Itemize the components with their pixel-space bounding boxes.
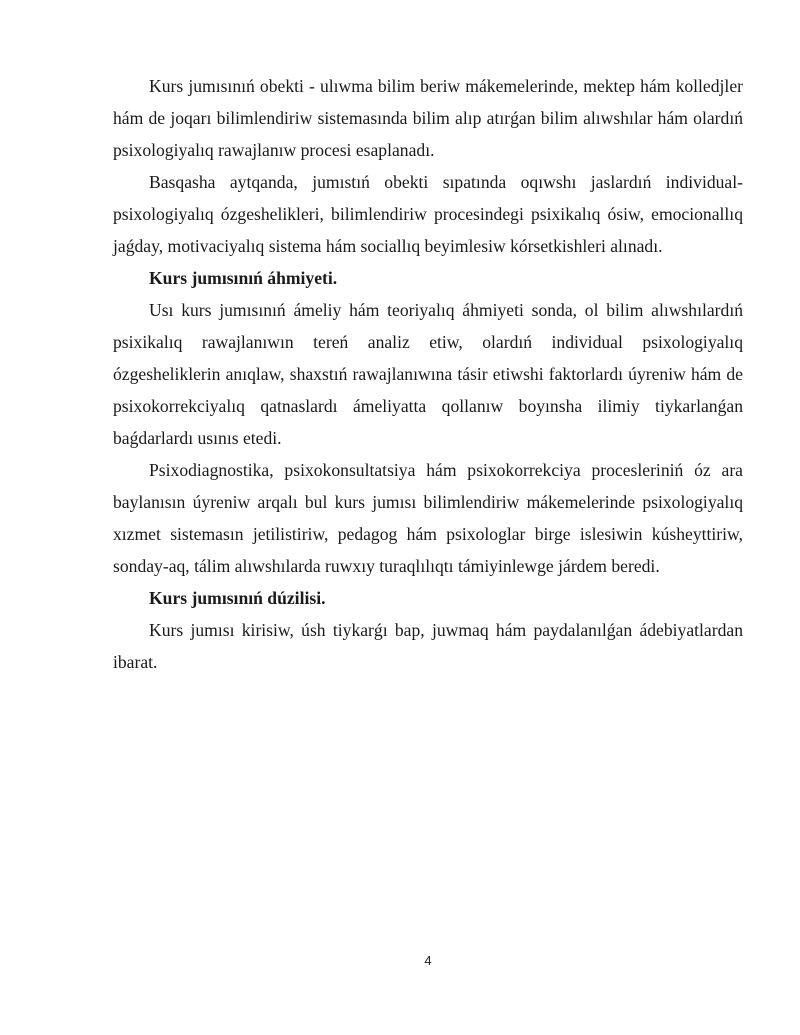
document-page: [113, 70, 743, 678]
paragraph-object-detail: Basqasha aytqanda, jumıstıń obekti sıpatında oqıwshı jaslardıń individual-psixologiyalıq ózgeshelikleri, bilimlendiriw procesindegi psixikalıq ósiw, emocionallıq jaǵday, motivaciyalıq sistema hám sociallıq beyimlesiw kórsetkishleri alınadı.: [113, 172, 743, 256]
heading-structure: Kurs jumısınıń dúzilisi.: [149, 588, 326, 608]
paragraph-structure: Kurs jumısı kirisiw, úsh tiykarǵı bap, juwmaq hám paydalanılǵan ádebiyatlardan ibarat.: [113, 620, 743, 672]
paragraph-psychodiagnostics: Psixodiagnostika, psixokonsultatsiya hám psixokorrekciya procesleriniń óz ara baylanısın úyreniw arqalı bul kurs jumısı bilimlendiriw mákemelerinde psixologiyalıq xızmet sistemasın jetilistiriw, pedagog hám psixologlar birge islesiwin kúsheyttiriw, sonday-aq, tálim alıwshılarda ruwxıy turaqlılıqtı támiyinlewge járdem beredi.: [113, 460, 743, 576]
paragraph-importance: Usı kurs jumısınıń ámeliy hám teoriyalıq áhmiyeti sonda, ol bilim alıwshılardıń psixikalıq rawajlanıwın tereń analiz etiw, olardıń individual psixologiyalıq ózgesheliklerin anıqlaw, shaxstıń rawajlanıwına tásir etiwshi faktorlardı úyreniw hám de psixokorrekciyalıq qatnaslardı ámeliyatta qollanıw boyınsha ilimiy tiykarlanǵan baǵdarlardı usınıs etedi.: [113, 300, 743, 448]
paragraph-object: Kurs jumısınıń obekti - ulıwma bilim beriw mákemelerinde, mektep hám kolledjler hám de joqarı bilimlendiriw sistemasında bilim alıp atırǵan bilim alıwshılar hám olardıń psixologiyalıq rawajlanıw procesi esaplanadı.: [113, 76, 743, 160]
page-number: 4: [424, 953, 432, 968]
heading-importance: Kurs jumısınıń áhmiyeti.: [149, 268, 338, 288]
